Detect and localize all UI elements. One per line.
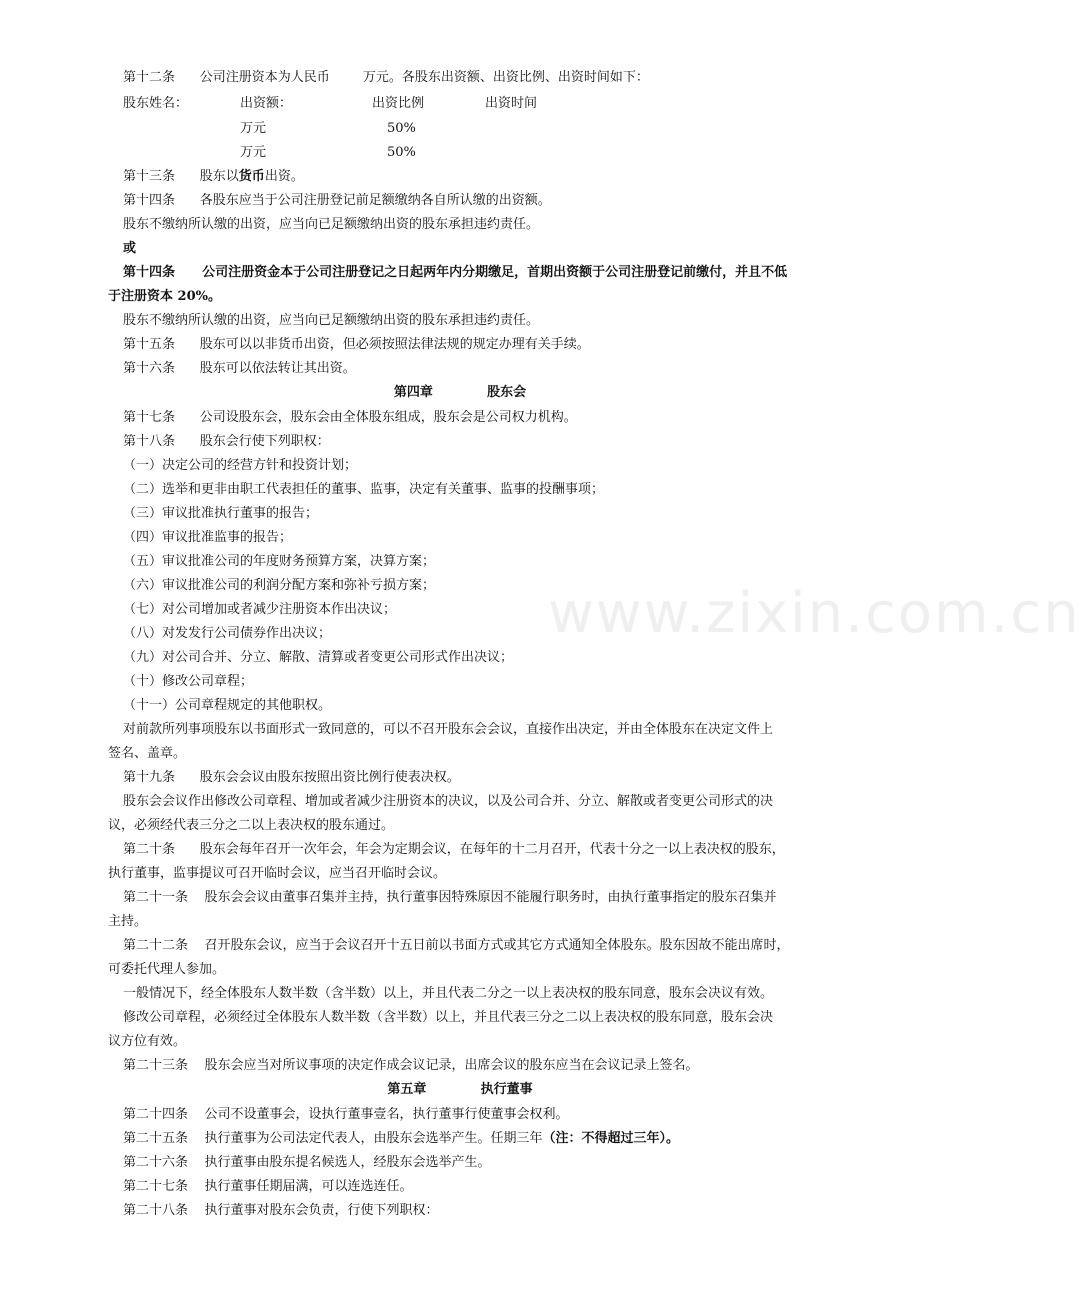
written-consent-line-2: 签名、盖章。 [108, 746, 187, 761]
article-20-line-1: 第二十条 股东会每年召开一次年会，年会为定期会议，在每年的十二月召开，代表十分之一以上表决权的股东， [123, 842, 785, 857]
article-14-alt: 第十四条 公司注册资金本于公司注册登记之日起两年内分期缴足，首期出资额于公司注册登记前缴付，并且不低 [123, 265, 788, 280]
power-item-10: （十）修改公司章程； [123, 674, 254, 689]
shareholder-row-2-ratio: 50% [387, 145, 416, 160]
article-12: 第十二条 公司注册资本为人民币 万元。各股东出资额、出资比例、出资时间如下： [123, 70, 649, 85]
article-25-text: 第二十五条 执行董事为公司法定代表人，由股东会选举产生。任期三年 [123, 1131, 543, 1146]
shareholder-row-2-amount: 万元 [240, 145, 267, 160]
shareholder-header-ratio: 出资比例 [372, 96, 425, 111]
power-item-5: （五）审议批准公司的年度财务预算方案，决算方案； [123, 554, 436, 569]
shareholder-header-name: 股东姓名： [123, 96, 189, 111]
power-item-2: （二）选举和更非由职工代表担任的董事、监事，决定有关董事、监事的投酬事项； [123, 482, 605, 497]
article-28: 第二十八条 执行董事对股东会负责，行使下列职权： [123, 1203, 439, 1218]
power-item-7: （七）对公司增加或者减少注册资本作出决议； [123, 602, 397, 617]
article-22-line-2: 可委托代理人参加。 [108, 962, 226, 977]
power-item-3: （三）审议批准执行董事的报告； [123, 506, 319, 521]
article-14-alt-liability: 股东不缴纳所认缴的出资，应当向已足额缴纳出资的股东承担违约责任。 [123, 313, 540, 328]
power-item-11: （十一）公司章程规定的其他职权。 [123, 698, 332, 713]
article-25-note: （注：不得超过三年）。 [542, 1131, 680, 1146]
power-item-4: （四）审议批准监事的报告； [123, 530, 293, 545]
general-resolution: 一般情况下，经全体股东人数半数（含半数）以上，并且代表二分之一以上表决权的股东同意，股东会决议有效。 [123, 986, 774, 1001]
shareholder-header-amount: 出资额： [240, 96, 293, 111]
power-item-1: （一）决定公司的经营方针和投资计划； [123, 458, 358, 473]
article-22-line-1: 第二十二条 召开股东会议，应当于会议召开十五日前以书面方式或其它方式通知全体股东。股东因故不能出席时， [123, 938, 790, 953]
article-21-line-2: 主持。 [108, 914, 148, 929]
power-item-8: （八）对发发行公司债券作出决议； [123, 626, 332, 641]
article-27: 第二十七条 执行董事任期届满，可以连选连任。 [123, 1179, 413, 1194]
article-21-line-1: 第二十一条 股东会会议由董事召集并主持，执行董事因特殊原因不能履行职务时，由执行董事指定的股东召集并 [123, 890, 777, 905]
watermark: www.zixin.com.cn [548, 581, 1081, 646]
article-26: 第二十六条 执行董事由股东提名候选人，经股东会选举产生。 [123, 1155, 491, 1170]
article-13 [123, 165, 304, 189]
chapter-4-title: 第四章 股东会 [393, 385, 527, 400]
article-24: 第二十四条 公司不设董事会，设执行董事壹名，执行董事行使董事会权利。 [123, 1107, 569, 1122]
shareholder-header-time: 出资时间 [485, 96, 538, 111]
amend-articles-line-2: 议方位有效。 [108, 1034, 187, 1049]
article-13-text-c: 出资。 [264, 169, 304, 184]
article-13-text-a: 第十三条 股东以 [123, 169, 239, 184]
written-consent-line-1: 对前款所列事项股东以书面形式一致同意的，可以不召开股东会会议，直接作出决定，并由全体股东在决定文件上 [123, 722, 774, 737]
article-19: 第十九条 股东会会议由股东按照出资比例行使表决权。 [123, 770, 460, 785]
special-resolution-line-1: 股东会会议作出修改公司章程、增加或者减少注册资本的决议，以及公司合并、分立、解散或者变更公司形式的决 [123, 794, 774, 809]
article-23: 第二十三条 股东会应当对所议事项的决定作成会议记录，出席会议的股东应当在会议记录上签名。 [123, 1058, 699, 1073]
power-item-6: （六）审议批准公司的利润分配方案和弥补亏损方案； [123, 578, 436, 593]
article-17: 第十七条 公司设股东会，股东会由全体股东组成，股东会是公司权力机构。 [123, 410, 577, 425]
article-14-liability: 股东不缴纳所认缴的出资，应当向已足额缴纳出资的股东承担违约责任。 [123, 217, 540, 232]
chapter-5-title: 第五章 执行董事 [387, 1082, 533, 1097]
power-item-9: （九）对公司合并、分立、解散、清算或者变更公司形式作出决议； [123, 650, 514, 665]
article-20-line-2: 执行董事，监事提议可召开临时会议，应当召开临时会议。 [108, 866, 447, 881]
article-16: 第十六条 股东可以依法转让其出资。 [123, 361, 356, 376]
special-resolution-line-2: 议，必须经代表三分之二以上表决权的股东通过。 [108, 818, 395, 833]
article-18: 第十八条 股东会行使下列职权： [123, 434, 330, 449]
article-14: 第十四条 各股东应当于公司注册登记前足额缴纳各自所认缴的出资额。 [123, 193, 551, 208]
article-13-bold: 货币 [238, 169, 265, 184]
or-label: 或 [123, 241, 137, 256]
article-14-alt-cont: 于注册资本 20%。 [108, 289, 221, 304]
amend-articles-line-1: 修改公司章程，必须经过全体股东人数半数（含半数）以上，并且代表三分之二以上表决权的股东同意，股东会决 [123, 1010, 774, 1025]
article-15: 第十五条 股东可以以非货币出资，但必须按照法律法规的规定办理有关手续。 [123, 337, 590, 352]
article-25 [123, 1127, 679, 1151]
shareholder-row-1-ratio: 50% [387, 121, 416, 136]
shareholder-row-1-amount: 万元 [240, 121, 267, 136]
